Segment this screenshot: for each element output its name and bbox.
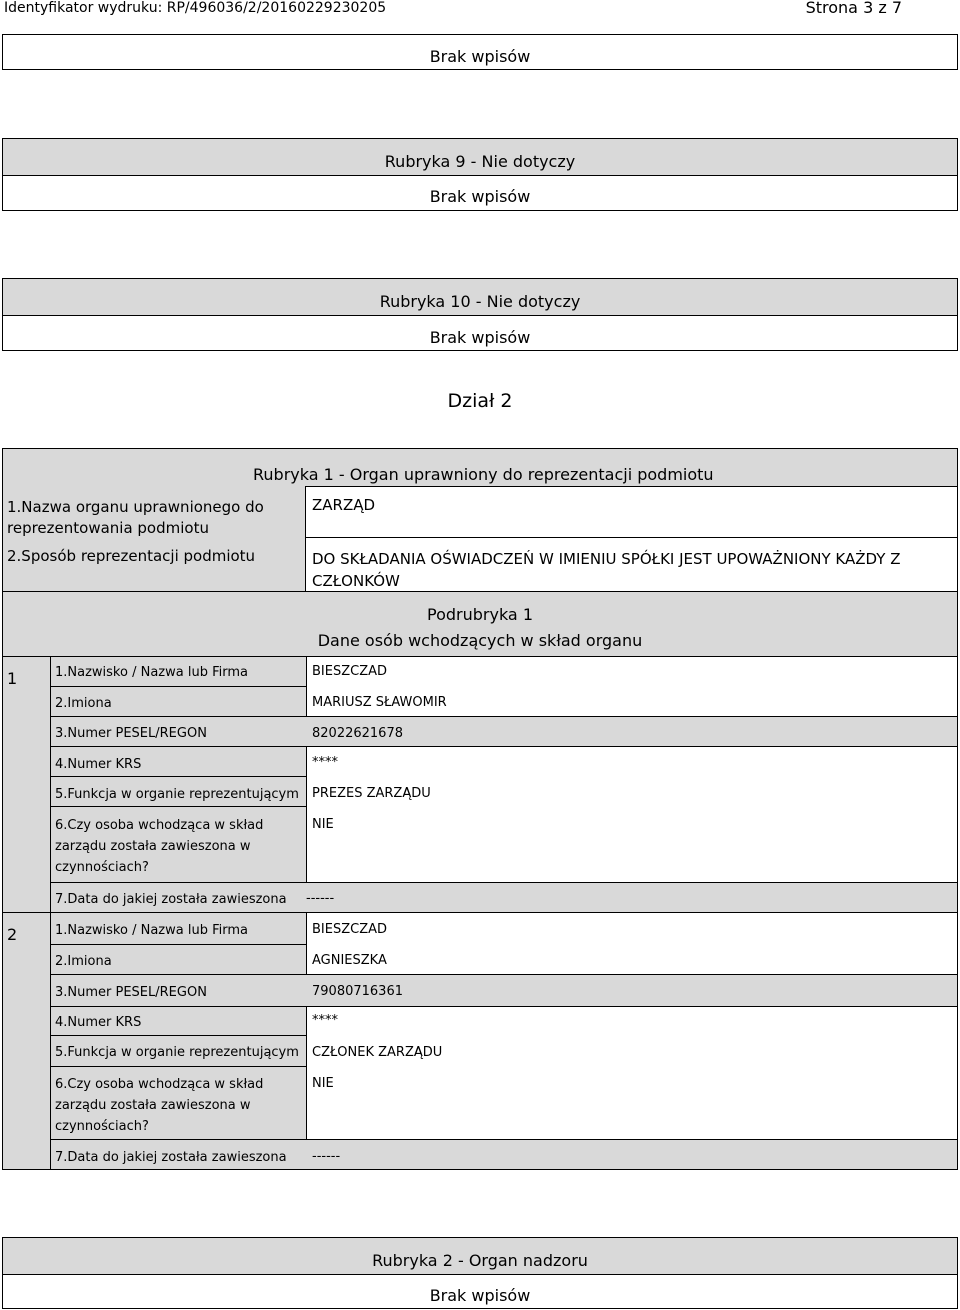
- value-data-zawieszenia: ------: [306, 891, 335, 906]
- label-pesel: 3.Numer PESEL/REGON: [55, 985, 207, 1000]
- label-line: czynnościach?: [55, 1119, 149, 1134]
- label-nazwisko: 1.Nazwisko / Nazwa lub Firma: [55, 665, 248, 680]
- label-nazwisko: 1.Nazwisko / Nazwa lub Firma: [55, 923, 248, 938]
- label-line: 6.Czy osoba wchodząca w skład: [55, 818, 264, 833]
- rubryka-10-header: [2, 278, 958, 316]
- rubryka-10-title: Rubryka 10 - Nie dotyczy: [379, 292, 581, 311]
- field-1-label: [7, 497, 264, 539]
- value-krs: ****: [312, 755, 338, 770]
- field-1-value: ZARZĄD: [312, 496, 376, 514]
- row-pesel: [50, 974, 958, 1007]
- field-2-label: 2.Sposób reprezentacji podmiotu: [7, 547, 256, 565]
- rubryka-10-body: [2, 315, 958, 351]
- label-line: zarządu została zawieszona w: [55, 1098, 251, 1113]
- value-zawieszona: NIE: [312, 817, 334, 832]
- podrubryka-subtitle: Dane osób wchodzących w skład organu: [317, 631, 643, 650]
- top-section: [2, 34, 958, 70]
- label-line: czynnościach?: [55, 860, 149, 875]
- empty-entry-text: Brak wpisów: [429, 328, 531, 347]
- section-title: Dział 2: [447, 390, 513, 412]
- label-cell: [50, 776, 307, 807]
- person-index-cell: [2, 656, 51, 913]
- value-nazwisko: BIESZCZAD: [312, 664, 388, 679]
- label-line: zarządu została zawieszona w: [55, 839, 251, 854]
- row-data-zawieszenia: [50, 1139, 958, 1170]
- value-pesel: 79080716361: [312, 984, 403, 999]
- value-pesel: 82022621678: [312, 726, 403, 741]
- value-funkcja: PREZES ZARZĄDU: [312, 786, 431, 801]
- label-krs: 4.Numer KRS: [55, 757, 142, 772]
- rubryka-9-body: [2, 175, 958, 211]
- label-cell: [50, 944, 307, 975]
- value-nazwisko: BIESZCZAD: [312, 922, 388, 937]
- label-krs: 4.Numer KRS: [55, 1015, 142, 1030]
- label-cell: [50, 746, 307, 777]
- label-funkcja: 5.Funkcja w organie reprezentującym: [55, 787, 299, 802]
- person-index: 2: [7, 925, 18, 944]
- rubryka-2-body: [2, 1274, 958, 1309]
- rubryka-2-title: Rubryka 2 - Organ nadzoru: [372, 1251, 588, 1270]
- empty-entry-text: Brak wpisów: [429, 187, 531, 206]
- label-cell: [50, 1066, 307, 1140]
- label-data-zawieszenia: 7.Data do jakiej została zawieszona: [55, 892, 287, 907]
- value-data-zawieszenia: ------: [312, 1149, 341, 1164]
- rubryka-2-header: [2, 1237, 958, 1275]
- label-cell: [50, 686, 307, 717]
- podrubryka-title: Podrubryka 1: [427, 605, 533, 624]
- print-identifier: Identyfikator wydruku: RP/496036/2/20160229230205: [4, 0, 387, 16]
- field-2-value-box: [305, 537, 958, 592]
- row-pesel: [50, 716, 958, 747]
- value-zawieszona: NIE: [312, 1076, 334, 1091]
- label-imiona: 2.Imiona: [55, 954, 112, 969]
- rubryka-1-title: Rubryka 1 - Organ uprawniony do reprezentacji podmiotu: [253, 465, 714, 484]
- row-data-zawieszenia: [50, 882, 958, 913]
- podrubryka-header: [2, 591, 958, 657]
- field-1-label-line: 1.Nazwa organu uprawnionego do: [7, 498, 264, 516]
- label-zawieszona: [55, 815, 263, 878]
- label-line: 6.Czy osoba wchodząca w skład: [55, 1077, 264, 1092]
- label-cell: [50, 1035, 307, 1067]
- field-2-value-line: DO SKŁADANIA OŚWIADCZEŃ W IMIENIU SPÓŁKI JEST UPOWAŻNIONY KAŻDY Z CZŁONKÓW: [312, 550, 901, 590]
- label-cell: [50, 806, 307, 883]
- empty-entry-text: Brak wpisów: [429, 1286, 531, 1305]
- value-funkcja: CZŁONEK ZARZĄDU: [312, 1045, 443, 1060]
- label-cell: [50, 656, 307, 687]
- field-1-label-line: reprezentowania podmiotu: [7, 519, 209, 537]
- page-number: Strona 3 z 7: [805, 0, 902, 17]
- label-pesel: 3.Numer PESEL/REGON: [55, 726, 207, 741]
- label-zawieszona: [55, 1074, 263, 1137]
- label-cell: [50, 1006, 307, 1036]
- field-1-value-box: [305, 486, 958, 538]
- value-imiona: AGNIESZKA: [312, 953, 387, 968]
- value-krs: ****: [312, 1013, 338, 1028]
- value-imiona: MARIUSZ SŁAWOMIR: [312, 695, 447, 710]
- person-index: 1: [7, 669, 18, 688]
- label-data-zawieszenia: 7.Data do jakiej została zawieszona: [55, 1150, 287, 1165]
- rubryka-9-header: [2, 138, 958, 176]
- rubryka-9-title: Rubryka 9 - Nie dotyczy: [384, 152, 576, 171]
- empty-entry-text: Brak wpisów: [429, 47, 531, 66]
- person-index-cell: [2, 912, 51, 1170]
- label-cell: [50, 912, 307, 945]
- label-funkcja: 5.Funkcja w organie reprezentującym: [55, 1045, 299, 1060]
- label-imiona: 2.Imiona: [55, 696, 112, 711]
